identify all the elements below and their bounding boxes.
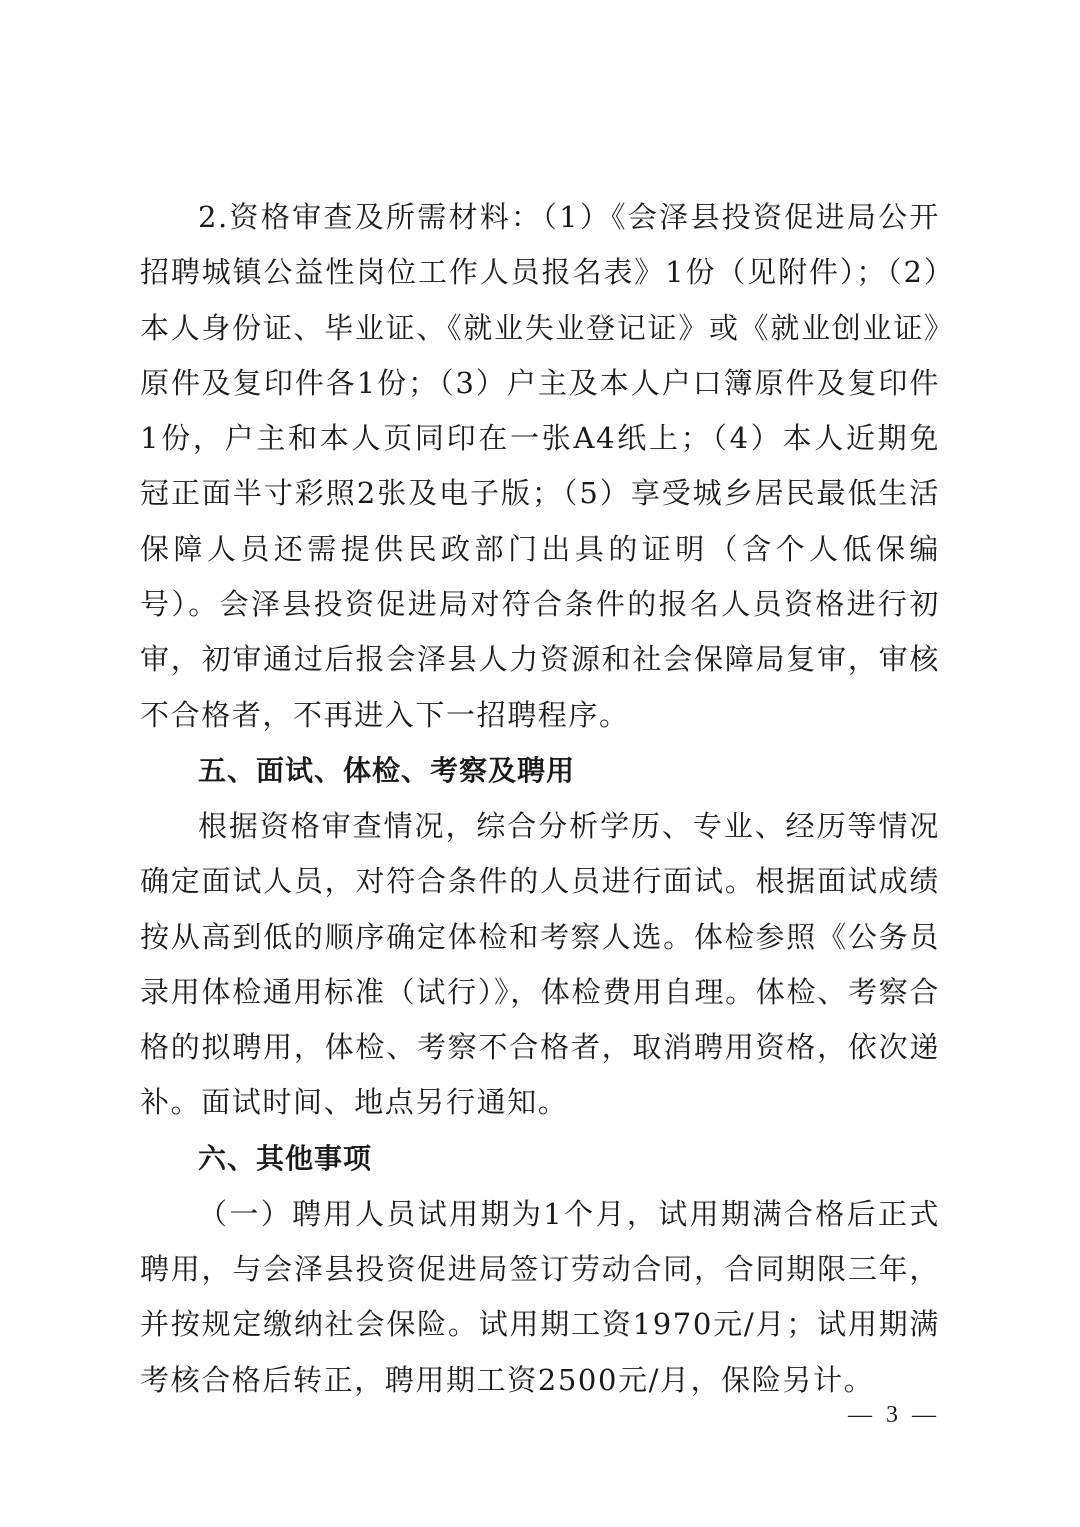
section-heading-interview: 五、面试、体检、考察及聘用 — [198, 753, 576, 787]
paragraph-interview-process: 根据资格审查情况，综合分析学历、专业、经历等情况确定面试人员，对符合条件的人员进行面试。根据面试成绩按从高到低的顺序确定体检和考察人选。体检参照《公务员录用体检通用标准（试行）》，体检费用自理。体检、考察合格的拟聘用，体检、考察不合格者，取消聘用资格，依次递补。面试时间、地点另行通知。 — [140, 808, 940, 1120]
page-number: — 3 — — [848, 1402, 940, 1428]
paragraph-probation-terms: （一）聘用人员试用期为1个月，试用期满合格后正式聘用，与会泽县投资促进局签订劳动合同，合同期限三年，并按规定缴纳社会保险。试用期工资1970元/月；试用期满考核合格后转正，聘用期工资2500元/月，保险另计。 — [140, 1196, 940, 1397]
document-body — [140, 190, 940, 1408]
paragraph-qualification-review: 2.资格审查及所需材料：（1）《会泽县投资促进局公开招聘城镇公益性岗位工作人员报名表》1份（见附件）；（2）本人身份证、毕业证、《就业失业登记证》或《就业创业证》原件及复印件各1份；（3）户主及本人户口簿原件及复印件1份，户主和本人页同印在一张A4纸上；（4）本人近期免冠正面半寸彩照2张及电子版；（5）享受城乡居民最低生活保障人员还需提供民政部门出具的证明（含个人低保编号）。会泽县投资促进局对符合条件的报名人员资格进行初审，初审通过后报会泽县人力资源和社会保障局复审，审核不合格者，不再进入下一招聘程序。 — [140, 200, 940, 732]
section-heading-other-matters: 六、其他事项 — [198, 1141, 373, 1175]
